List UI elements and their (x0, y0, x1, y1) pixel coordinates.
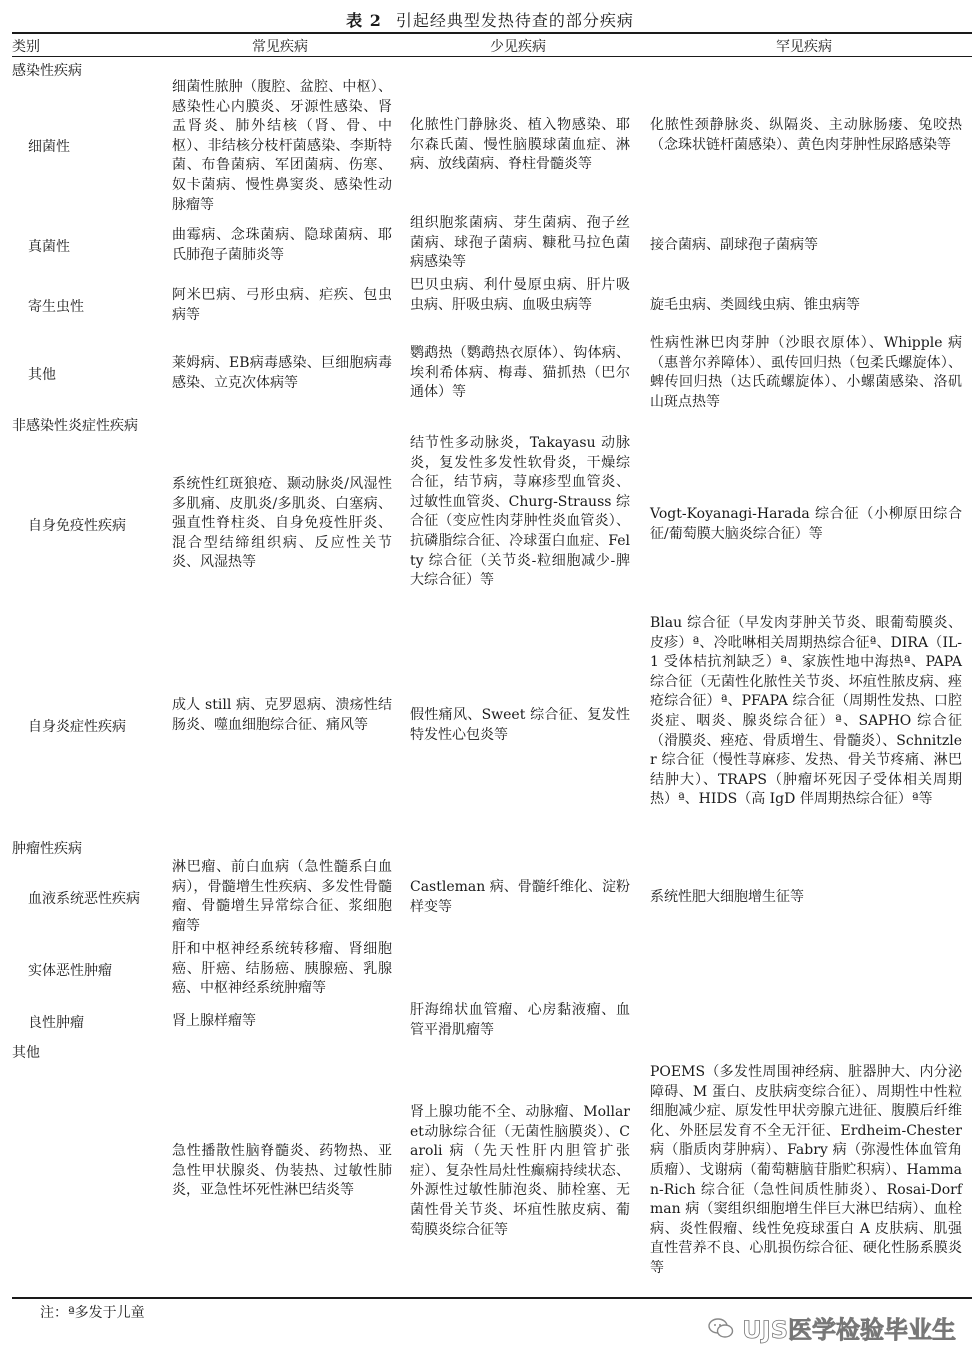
benign-common: 肾上腺样瘤等 (172, 1013, 256, 1029)
wechat-icon (708, 1317, 734, 1339)
benign-uncommon: 肝海绵状血管瘤、心房黏液瘤、血管平滑肌瘤等 (410, 1002, 630, 1038)
hematologic-uncommon: Castleman 病、骨髓纤维化、淀粉样变等 (410, 879, 630, 915)
section-tumor: 肿瘤性疾病 (12, 841, 82, 857)
row-label-hematologic: 血液系统恶性疾病 (28, 891, 140, 907)
row-label-parasitic: 寄生虫性 (28, 299, 84, 315)
fungal-uncommon: 组织胞浆菌病、芽生菌病、孢子丝菌病、球孢子菌病、糠秕马拉色菌病感染等 (410, 215, 630, 271)
autoimmune-uncommon: 结节性多动脉炎，Takayasu 动脉炎，复发性多发性软骨炎，干燥综合征，结节病，荨麻疹型血管炎、过敏性血管炎、Churg-Strauss 综合征（变应性肉芽肿性炎血管炎）、抗磷脂综合征、冷球蛋白血症、Felty 综合征（关节炎-粒细胞减少-脾大综合征）等 (410, 435, 630, 589)
row-label-infect-other: 其他 (28, 367, 56, 383)
autoinflammatory-common: 成人 still 病、克罗恩病、溃疡性结肠炎、噬血细胞综合征、痛风等 (172, 697, 392, 733)
table-number: 表 2 (346, 11, 382, 30)
hematologic-rare: 系统性肥大细胞增生征等 (650, 889, 804, 905)
fungal-common: 曲霉病、念珠菌病、隐球菌病、耶氏肺孢子菌肺炎等 (172, 227, 392, 263)
table-caption (0, 8, 980, 31)
parasitic-common: 阿米巴病、弓形虫病、疟疾、包虫病等 (172, 287, 392, 323)
parasitic-uncommon: 巴贝虫病、利什曼原虫病、肝片吸虫病、肝吸虫病、血吸虫病等 (410, 277, 630, 313)
autoimmune-rare: Vogt-Koyanagi-Harada 综合征（小柳原田综合征/葡萄膜大脑炎综合征）等 (650, 506, 962, 542)
infect-other-rare: 性病性淋巴肉芽肿（沙眼衣原体）、Whipple 病（惠普尔养障体）、虱传回归热（包柔氏螺旋体）、蜱传回归热（达氏疏螺旋体）、小螺菌感染、洛矶山斑点热等 (650, 335, 962, 410)
autoimmune-common: 系统性红斑狼疮、颞动脉炎/风湿性多肌痛、皮肌炎/多肌炎、白塞病、强直性脊柱炎、自身免疫性肝炎、混合型结缔组织病、反应性关节炎、风湿热等 (172, 476, 392, 571)
watermark-text: UJS医学检验毕业生 (742, 1316, 956, 1344)
header-uncommon: 少见疾病 (490, 39, 546, 55)
infect-other-uncommon: 鹦鹉热（鹦鹉热衣原体）、钩体病、埃利希体病、梅毒、猫抓热（巴尔通体）等 (410, 345, 630, 401)
section-noninfectious: 非感染性炎症性疾病 (12, 418, 138, 434)
table-title: 引起经典型发热待查的部分疾病 (395, 11, 634, 30)
watermark (708, 1310, 956, 1345)
other-uncommon: 肾上腺功能不全、动脉瘤、Mollaret动脉综合征（无菌性脑膜炎）、Caroli 病（先天性肝内胆管扩张症）、复杂性局灶性癫痫持续状态、外源性过敏性肺泡炎、肺栓塞、无菌性骨关节炎、坏疽性脓皮病、葡萄膜炎综合征等 (410, 1104, 630, 1238)
other-rare: POEMS（多发性周围神经病、脏器肿大、内分泌障碍、M 蛋白、皮肤病变综合征）、周期性中性粒细胞减少症、原发性甲状旁腺亢进征、腹膜后纤维化、外胚层发育不全无汗征、Erdheim-Chester 病（脂质肉芽肿病）、Fabry 病（弥漫性体血管角质瘤）、戈谢病（葡萄糖脑苷脂贮积病）、Hamman-Rich 综合征（急性间质性肺炎）、Rosai-Dorfman 病（窦组织细胞增生伴巨大淋巴结病）、血栓病、炎性假瘤、线性免疫球蛋白 A 皮肤病、肌强直性营养不良、心肌损伤综合征、硬化性肠系膜炎等 (650, 1064, 962, 1276)
header-category: 类别 (12, 39, 40, 55)
header-rare: 罕见疾病 (776, 39, 832, 55)
parasitic-rare: 旋毛虫病、类圆线虫病、锥虫病等 (650, 297, 860, 313)
fungal-rare: 接合菌病、副球孢子菌病等 (650, 237, 818, 253)
bacterial-rare: 化脓性颈静脉炎、纵隔炎、主动脉肠瘘、兔咬热（念珠状链杆菌感染）、黄色肉芽肿性尿路感染等 (650, 117, 962, 153)
other-common: 急性播散性脑脊髓炎、药物热、亚急性甲状腺炎、伪装热、过敏性肺炎，亚急性坏死性淋巴结炎等 (172, 1143, 392, 1199)
autoinflammatory-rare: Blau 综合征（早发肉芽肿关节炎、眼葡萄膜炎、皮疹）ª、冷吡啉相关周期热综合征ª、DIRA（IL-1 受体桔抗剂缺乏）ª、家族性地中海热ª、PAPA 综合征（无菌性化脓性关节炎、坏疽性脓皮病、痤疮综合征）ª、PFAPA 综合征（周期性发热、口腔炎症、咽炎、腺炎综合征）ª、SAPHO 综合征（滑膜炎、痤疮、骨质增生、骨髓炎）、Schnitzler 综合征（慢性荨麻疹、发热、骨关节疼痛、淋巴结肿大）、TRAPS（肿瘤坏死因子受体相关周期热）ª、HIDS（高 IgD 伴周期热综合征）ª等 (650, 615, 962, 808)
infect-other-common: 莱姆病、EB病毒感染、巨细胞病毒感染、立克次体病等 (172, 355, 392, 391)
footnote: 注：ª多发于儿童 (40, 1305, 145, 1321)
row-label-solid: 实体恶性肿瘤 (28, 963, 112, 979)
row-label-bacterial: 细菌性 (28, 139, 70, 155)
solid-common: 肝和中枢神经系统转移瘤、肾细胞癌、肝癌、结肠癌、胰腺癌、乳腺癌、中枢神经系统肿瘤等 (172, 941, 392, 997)
row-label-autoimmune: 自身免疫性疾病 (28, 518, 126, 534)
section-infectious: 感染性疾病 (12, 63, 82, 79)
header-common: 常见疾病 (252, 39, 308, 55)
bacterial-common: 细菌性脓肿（腹腔、盆腔、中枢）、感染性心内膜炎、牙源性感染、肾盂肾炎、肺外结核（肾、骨、中枢）、非结核分枝杆菌感染、李斯特菌、布鲁菌病、军团菌病、伤寒、奴卡菌病、慢性鼻窦炎、感染性动脉瘤等 (172, 79, 392, 213)
top-rule (12, 32, 972, 34)
bacterial-uncommon: 化脓性门静脉炎、植入物感染、耶尔森氏菌、慢性脑膜球菌血症、淋病、放线菌病、脊柱骨髓炎等 (410, 117, 630, 173)
section-other: 其他 (12, 1045, 40, 1061)
row-label-fungal: 真菌性 (28, 239, 70, 255)
row-label-benign: 良性肿瘤 (28, 1015, 84, 1031)
header-rule (12, 56, 972, 57)
row-label-autoinflammatory: 自身炎症性疾病 (28, 719, 126, 735)
bottom-rule (12, 1297, 972, 1299)
autoinflammatory-uncommon: 假性痛风、Sweet 综合征、复发性特发性心包炎等 (410, 707, 630, 743)
hematologic-common: 淋巴瘤、前白血病（急性髓系白血病），骨髓增生性疾病、多发性骨髓瘤、骨髓增生异常综合征、浆细胞瘤等 (172, 859, 392, 934)
